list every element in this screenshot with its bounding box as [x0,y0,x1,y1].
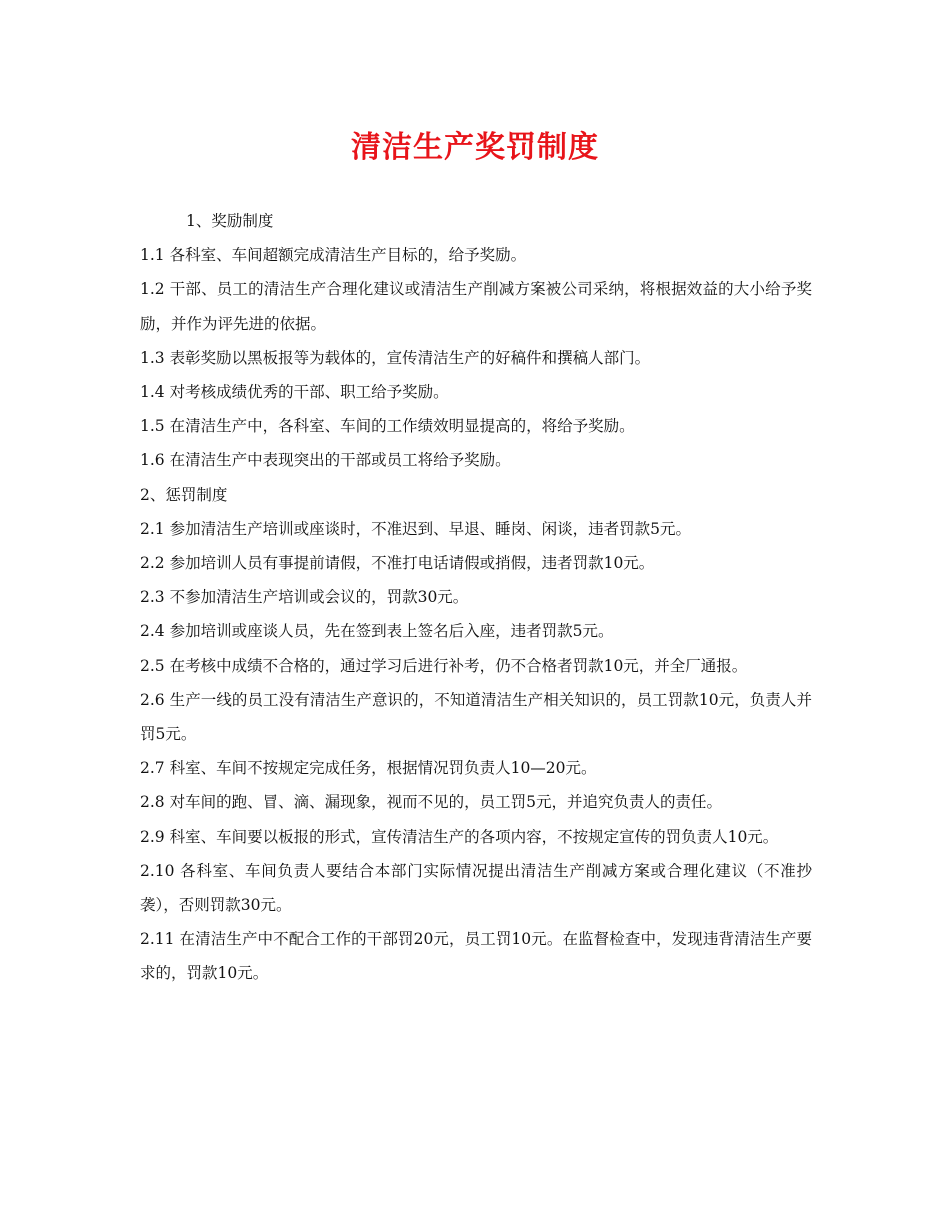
clause-2-7: 2.7 科室、车间不按规定完成任务，根据情况罚负责人10—20元。 [140,759,597,778]
clause-2-6: 2.6 生产一线的员工没有清洁生产意识的，不知道清洁生产相关知识的，员工罚款10元，负责人并罚5元。 [140,690,812,744]
clause-1-4: 1.4 对考核成绩优秀的干部、职工给予奖励。 [140,383,449,402]
clause-2-3: 2.3 不参加清洁生产培训或会议的，罚款30元。 [140,588,469,607]
clause-1-6: 1.6 在清洁生产中表现突出的干部或员工将给予奖励。 [140,451,511,470]
clause-1-1: 1.1 各科室、车间超额完成清洁生产目标的，给予奖励。 [140,246,527,265]
clause-1-5: 1.5 在清洁生产中，各科室、车间的工作绩效明显提高的，将给予奖励。 [140,417,635,436]
clause-2-2: 2.2 参加培训人员有事提前请假，不准打电话请假或捎假，违者罚款10元。 [140,554,655,573]
document-title: 清洁生产奖罚制度 [351,130,599,165]
clause-2-1: 2.1 参加清洁生产培训或座谈时，不准迟到、早退、睡岗、闲谈，违者罚款5元。 [140,519,691,538]
section-heading-penalties: 2、惩罚制度 [140,485,228,504]
clause-1-3: 1.3 表彰奖励以黑板报等为载体的，宣传清洁生产的好稿件和撰稿人部门。 [140,348,651,367]
clause-2-8: 2.8 对车间的跑、冒、滴、漏现象，视而不见的，员工罚5元，并追究负责人的责任。 [140,793,722,812]
section-heading-rewards: 1、奖励制度 [186,212,274,230]
clause-2-5: 2.5 在考核中成绩不合格的，通过学习后进行补考，仍不合格者罚款10元，并全厂通报。 [140,656,748,675]
document-body [140,204,812,991]
clause-2-11: 2.11 在清洁生产中不配合工作的干部罚20元，员工罚10元。在监督检查中，发现违背清洁生产要求的，罚款10元。 [140,930,812,983]
clause-2-9: 2.9 科室、车间要以板报的形式，宣传清洁生产的各项内容，不按规定宣传的罚负责人10元。 [140,827,779,846]
clause-2-10: 2.10 各科室、车间负责人要结合本部门实际情况提出清洁生产削减方案或合理化建议（不准抄袭），否则罚款30元。 [140,861,812,915]
clause-1-2: 1.2 干部、员工的清洁生产合理化建议或清洁生产削减方案被公司采纳，将根据效益的大小给予奖励，并作为评先进的依据。 [140,280,812,333]
clause-2-4: 2.4 参加培训或座谈人员，先在签到表上签名后入座，违者罚款5元。 [140,622,614,641]
